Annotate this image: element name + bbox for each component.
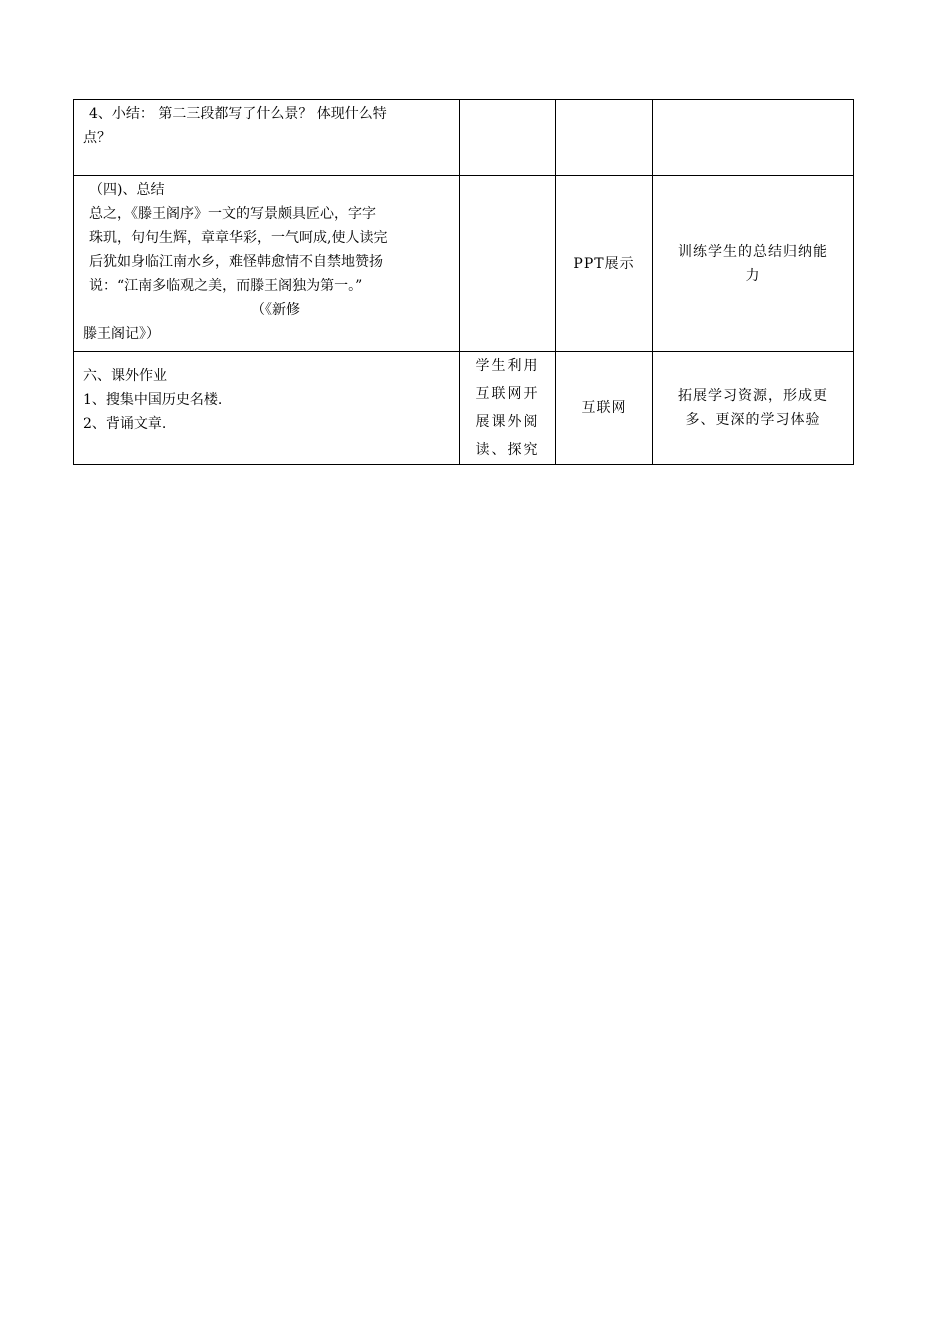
activity-line: 读、探究 xyxy=(475,442,540,458)
section-heading: 六、课外作业 xyxy=(83,368,167,384)
purpose-cell xyxy=(653,100,854,176)
content-line: 1、搜集中国历史名楼. xyxy=(83,392,223,408)
content-line: 说：“江南多临观之美，而滕王阁独为第一。” xyxy=(89,278,363,294)
media-cell xyxy=(556,176,653,352)
table-row xyxy=(74,100,854,176)
content-line: 总之，《滕王阁序》一文的写景颇具匠心，字字 xyxy=(89,206,376,222)
content-line: 2、背诵文章. xyxy=(83,416,167,432)
content-line: 点？ xyxy=(83,130,111,146)
content-line: 后犹如身临江南水乡，难怪韩愈情不自禁地赞扬 xyxy=(89,254,383,270)
media-label: PPT展示 xyxy=(573,255,635,272)
media-label: 互联网 xyxy=(581,400,627,416)
purpose-cell xyxy=(653,176,854,352)
purpose-line: 多、更深的学习体验 xyxy=(685,412,821,428)
media-cell xyxy=(556,352,653,465)
content-line: 珠玑，句句生辉，章章华彩，一气呵成,使人读完 xyxy=(89,230,388,246)
activity-line: 学生利用 xyxy=(475,358,540,374)
table-row xyxy=(74,352,854,465)
purpose-line: 力 xyxy=(745,267,761,284)
purpose-line: 拓展学习资源，形成更 xyxy=(678,388,828,404)
activity-cell xyxy=(460,176,556,352)
content-cell xyxy=(74,176,460,352)
activity-line: 展课外阅 xyxy=(475,414,540,430)
citation-line: （《新修 xyxy=(251,302,300,318)
content-line: 4、小结： 第二三段都写了什么景？ 体现什么特 xyxy=(89,106,387,122)
purpose-line: 训练学生的总结归纳能 xyxy=(678,243,828,260)
table-row xyxy=(74,176,854,352)
lesson-plan-table xyxy=(73,99,854,465)
section-heading: （四)、总结 xyxy=(89,182,165,198)
media-cell xyxy=(556,100,653,176)
activity-cell xyxy=(460,352,556,465)
content-cell xyxy=(74,100,460,176)
citation-line: 滕王阁记》） xyxy=(83,326,160,342)
activity-line: 互联网开 xyxy=(475,386,540,402)
purpose-cell xyxy=(653,352,854,465)
activity-cell xyxy=(460,100,556,176)
content-cell xyxy=(74,352,460,465)
